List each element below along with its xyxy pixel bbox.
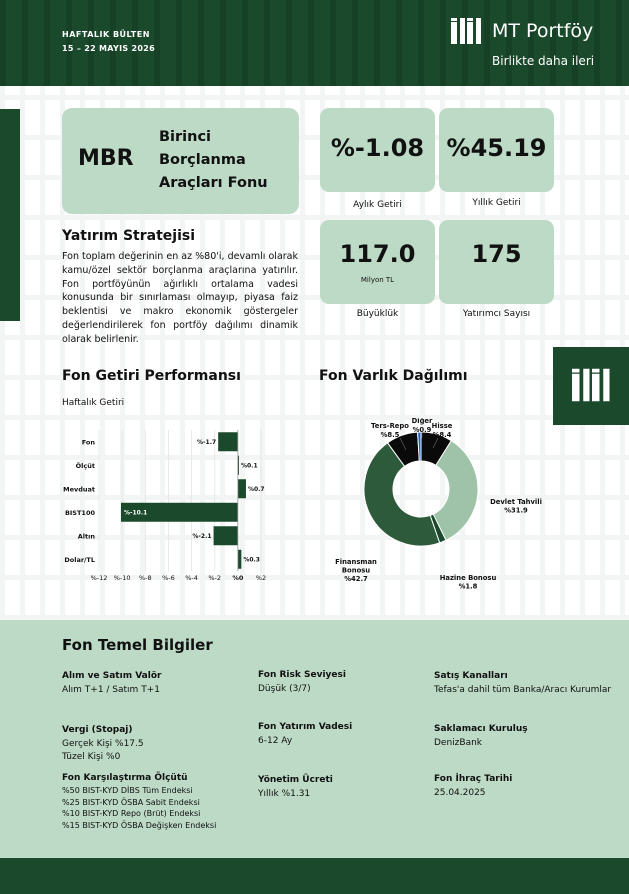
custodian-value: DenizBank bbox=[434, 738, 483, 748]
data-label: %-1.7 bbox=[197, 438, 217, 446]
bulletin-date: 15 – 22 MAYIS 2026 bbox=[62, 44, 155, 53]
allocation-title: Fon Varlık Dağılımı bbox=[319, 368, 468, 384]
category-label: Fon bbox=[81, 438, 95, 447]
bar bbox=[214, 526, 238, 545]
x-tick-label: %-10 bbox=[113, 574, 131, 582]
performance-subtitle: Haftalık Getiri bbox=[62, 398, 125, 408]
strategy-title: Yatırım Stratejisi bbox=[62, 228, 195, 244]
data-label: %-10.1 bbox=[123, 509, 148, 517]
benchmark-value: %50 BIST-KYD DİBS Tüm Endeksi %25 BIST-KYD ÖSBA Sabit Endeksi %10 BIST-KYD Repo (Brüt) Endeksi %15 BIST-KYD ÖSBA Değişken Endeksi bbox=[62, 786, 217, 830]
benchmark-info bbox=[62, 773, 237, 831]
slice-name-label: Devlet Tahvili bbox=[490, 498, 542, 506]
mt-portfoy-logo-icon bbox=[572, 368, 612, 402]
slice-name-label: Bonosu bbox=[341, 566, 371, 575]
fee-value: Yıllık %1.31 bbox=[258, 789, 311, 799]
slice-value-label: %0.9 bbox=[412, 426, 432, 434]
x-tick-label: %-6 bbox=[162, 574, 175, 582]
annual-return-card bbox=[439, 108, 554, 192]
x-tick-label: %-12 bbox=[90, 574, 108, 582]
issue-date-label: Fon İhraç Tarihi bbox=[434, 774, 513, 784]
term-info bbox=[258, 722, 433, 748]
left-accent-bar bbox=[0, 109, 20, 321]
buy-sell-label: Alım ve Satım Valör bbox=[62, 671, 162, 681]
fund-size-label: Büyüklük bbox=[356, 309, 399, 319]
category-label: Mevduat bbox=[63, 485, 95, 494]
risk-value: Düşük (3/7) bbox=[258, 684, 311, 694]
brand-tagline: Birlikte daha ileri bbox=[492, 54, 595, 68]
issue-date-info bbox=[434, 774, 609, 800]
risk-info bbox=[258, 670, 433, 696]
channels-label: Satış Kanalları bbox=[434, 671, 508, 681]
data-label: %0.1 bbox=[241, 462, 258, 470]
performance-title: Fon Getiri Performansı bbox=[62, 368, 241, 384]
header-pattern bbox=[0, 0, 629, 86]
tax-label: Vergi (Stopaj) bbox=[62, 725, 133, 735]
fund-size-value: 117.0 bbox=[339, 240, 416, 268]
annual-return-label: Yıllık Getiri bbox=[472, 198, 521, 208]
custodian-info bbox=[434, 724, 609, 750]
data-label: %0.3 bbox=[243, 556, 260, 564]
term-value: 6-12 Ay bbox=[258, 736, 293, 746]
monthly-return-label: Aylık Getiri bbox=[353, 200, 402, 210]
category-label: Altın bbox=[77, 532, 95, 541]
brand-name: MT Portföy bbox=[492, 20, 594, 42]
monthly-return-value: %-1.08 bbox=[330, 134, 425, 162]
channels-info bbox=[434, 671, 614, 697]
slice-value-label: %42.7 bbox=[344, 575, 368, 583]
slice-value-label: %8.5 bbox=[380, 431, 400, 439]
fund-name: Birinci Borçlanma Araçları Fonu bbox=[159, 129, 268, 191]
buy-sell-value: Alım T+1 / Satım T+1 bbox=[62, 685, 160, 695]
benchmark-label: Fon Karşılaştırma Ölçütü bbox=[62, 773, 188, 783]
bulletin-title: HAFTALIK BÜLTEN bbox=[62, 30, 150, 39]
data-label: %-2.1 bbox=[192, 532, 212, 540]
category-label: Dolar/TL bbox=[64, 555, 95, 564]
bar bbox=[238, 479, 246, 498]
slice-name-label: Diğer bbox=[411, 418, 433, 425]
data-label: %0.7 bbox=[247, 485, 265, 493]
slice-name-label: Hisse bbox=[431, 422, 453, 430]
bar bbox=[238, 550, 241, 569]
fee-label: Yönetim Ücreti bbox=[258, 775, 333, 785]
investors-card bbox=[439, 220, 554, 304]
fund-size-card bbox=[320, 220, 435, 304]
term-label: Fon Yatırım Vadesi bbox=[258, 722, 353, 732]
x-tick-label: %-8 bbox=[138, 574, 152, 582]
channels-value: Tefas'a dahil tüm Banka/Aracı Kurumlar bbox=[434, 685, 612, 695]
slice-name-label: Ters-Repo bbox=[371, 422, 409, 430]
custodian-label: Saklamacı Kuruluş bbox=[434, 724, 528, 734]
info-title: Fon Temel Bilgiler bbox=[62, 636, 213, 654]
tax-info bbox=[62, 725, 237, 764]
category-label: BIST100 bbox=[64, 508, 95, 517]
mt-portfoy-logo-icon bbox=[451, 18, 483, 44]
slice-name-label: Finansman bbox=[335, 558, 377, 566]
slice-value-label: %8.4 bbox=[432, 431, 452, 439]
investors-value: 175 bbox=[471, 240, 522, 268]
category-label: Ölçüt bbox=[75, 461, 95, 470]
x-tick-label: %2 bbox=[255, 574, 267, 582]
fund-code: MBR bbox=[78, 146, 134, 171]
x-tick-label: %0 bbox=[232, 574, 244, 582]
performance-bar-chart bbox=[58, 425, 278, 585]
investors-label: Yatırımcı Sayısı bbox=[462, 309, 531, 319]
tax-value: Gerçek Kişi %17.5 Tüzel Kişi %0 bbox=[62, 739, 144, 762]
footer-bar bbox=[0, 858, 629, 894]
bar bbox=[218, 432, 238, 451]
fee-info bbox=[258, 775, 433, 801]
slice-value-label: %1.8 bbox=[458, 582, 478, 591]
risk-label: Fon Risk Seviyesi bbox=[258, 670, 346, 680]
fund-size-unit: Milyon TL bbox=[360, 276, 395, 284]
issue-date-value: 25.04.2025 bbox=[434, 788, 486, 798]
header-banner bbox=[0, 0, 629, 86]
strategy-text: Fon toplam değerinin en az %80'i, devamlı olarak kamu/özel sektör borçlanma araçlarına yatırılır. Fon portföyünün ağırlıklı ortalama vadesi konusunda bir sınırlaması olmayıp, piyasa faiz beklentisi ve makro ekonomik göstergeler değerlendirilerek fon portföy dağılımı dinamik olarak belirlenir. bbox=[62, 251, 298, 345]
annual-return-value: %45.19 bbox=[446, 134, 547, 162]
monthly-return-card bbox=[320, 108, 435, 192]
allocation-donut-chart bbox=[318, 418, 543, 593]
slice-name-label: Hazine Bonosu bbox=[439, 574, 497, 582]
fund-card bbox=[62, 108, 299, 214]
x-tick-label: %-2 bbox=[208, 574, 222, 582]
slice-value-label: %31.9 bbox=[504, 506, 528, 515]
x-tick-label: %-4 bbox=[185, 574, 198, 582]
buy-sell-info bbox=[62, 671, 237, 697]
